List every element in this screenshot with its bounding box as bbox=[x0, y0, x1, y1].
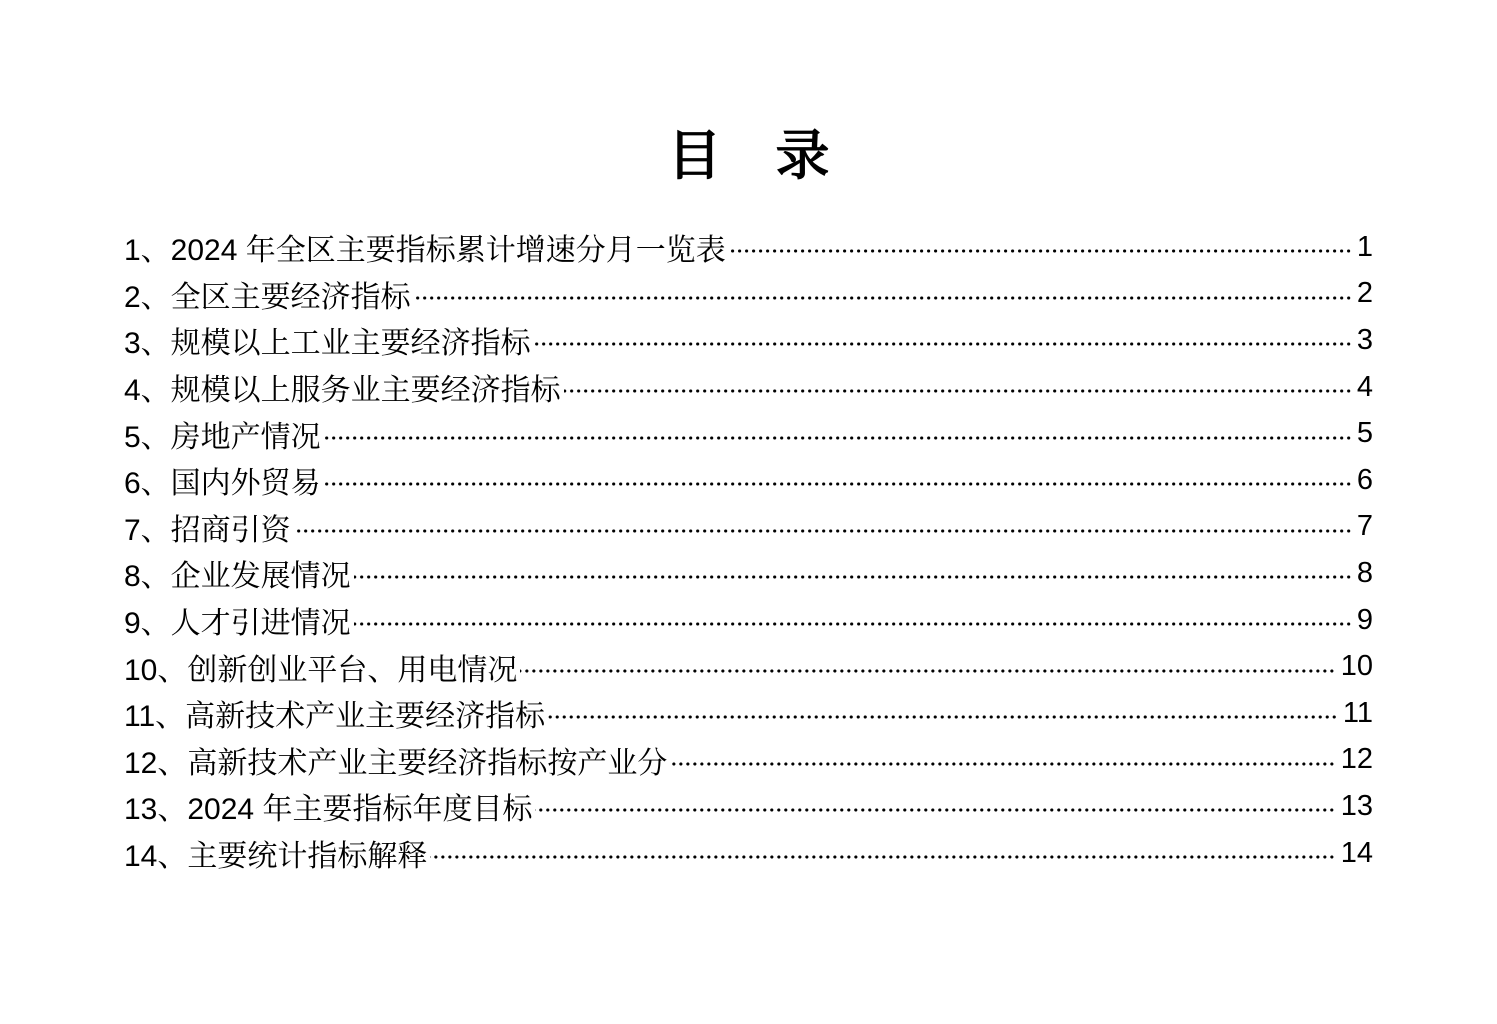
dot-leader bbox=[548, 714, 1338, 720]
toc-entry-label: 12、高新技术产业主要经济指标按产业分 bbox=[124, 746, 668, 780]
toc-entry-page: 12 bbox=[1340, 743, 1373, 776]
dot-leader bbox=[414, 295, 1352, 301]
toc-entry-label: 1、2024 年全区主要指标累计增速分月一览表 bbox=[124, 234, 726, 268]
toc-entry-page: 10 bbox=[1340, 650, 1373, 683]
toc-entry-4[interactable] bbox=[124, 364, 1373, 411]
toc-entry-page: 9 bbox=[1356, 603, 1373, 636]
dot-leader bbox=[294, 528, 1352, 534]
toc-entry-label: 2、全区主要经济指标 bbox=[124, 280, 411, 314]
toc-entry-page: 4 bbox=[1356, 370, 1373, 403]
toc-entry-9[interactable] bbox=[124, 597, 1373, 644]
toc-entry-label: 10、创新创业平台、用电情况 bbox=[124, 653, 518, 687]
dot-leader bbox=[670, 761, 1335, 767]
toc-entry-13[interactable] bbox=[124, 783, 1373, 830]
toc-entry-page: 6 bbox=[1356, 463, 1373, 496]
toc-entry-11[interactable] bbox=[124, 690, 1373, 737]
toc-entry-page: 7 bbox=[1356, 510, 1373, 543]
toc-entry-12[interactable] bbox=[124, 737, 1373, 784]
toc-entry-3[interactable] bbox=[124, 317, 1373, 364]
toc-entry-page: 13 bbox=[1340, 789, 1373, 822]
toc-entry-page: 5 bbox=[1356, 417, 1373, 450]
toc-entry-label: 6、国内外贸易 bbox=[124, 467, 321, 501]
toc-entry-page: 11 bbox=[1342, 696, 1373, 729]
toc-entry-label: 7、招商引资 bbox=[124, 513, 291, 547]
dot-leader bbox=[354, 621, 1352, 627]
dot-leader bbox=[729, 248, 1352, 254]
toc-entry-page: 1 bbox=[1356, 230, 1373, 263]
toc-entry-7[interactable] bbox=[124, 504, 1373, 551]
toc-entry-label: 14、主要统计指标解释 bbox=[124, 840, 428, 874]
toc-entry-label: 9、人才引进情况 bbox=[124, 607, 351, 641]
toc-title: 目 录 bbox=[667, 126, 830, 186]
dot-leader bbox=[354, 574, 1352, 580]
dot-leader bbox=[324, 481, 1352, 487]
toc-entry-page: 3 bbox=[1356, 323, 1373, 356]
toc-entry-label: 4、规模以上服务业主要经济指标 bbox=[124, 374, 561, 408]
dot-leader bbox=[520, 668, 1335, 674]
toc-list bbox=[124, 224, 1373, 876]
toc-entry-2[interactable] bbox=[124, 271, 1373, 318]
toc-entry-label: 3、规模以上工业主要经济指标 bbox=[124, 327, 531, 361]
dot-leader bbox=[430, 854, 1335, 860]
toc-entry-page: 2 bbox=[1356, 277, 1373, 310]
toc-entry-page: 14 bbox=[1340, 836, 1373, 869]
dot-leader bbox=[535, 807, 1335, 813]
toc-entry-label: 11、高新技术产业主要经济指标 bbox=[124, 700, 546, 734]
toc-entry-8[interactable] bbox=[124, 550, 1373, 597]
dot-leader bbox=[564, 388, 1352, 394]
toc-entry-10[interactable] bbox=[124, 643, 1373, 690]
toc-entry-5[interactable] bbox=[124, 410, 1373, 457]
toc-entry-page: 8 bbox=[1356, 556, 1373, 589]
dot-leader bbox=[534, 341, 1352, 347]
toc-entry-label: 13、2024 年主要指标年度目标 bbox=[124, 793, 533, 827]
toc-entry-label: 8、企业发展情况 bbox=[124, 560, 351, 594]
toc-entry-14[interactable] bbox=[124, 830, 1373, 877]
dot-leader bbox=[324, 435, 1352, 441]
toc-entry-1[interactable] bbox=[124, 224, 1373, 271]
toc-entry-6[interactable] bbox=[124, 457, 1373, 504]
toc-entry-label: 5、房地产情况 bbox=[124, 420, 321, 454]
